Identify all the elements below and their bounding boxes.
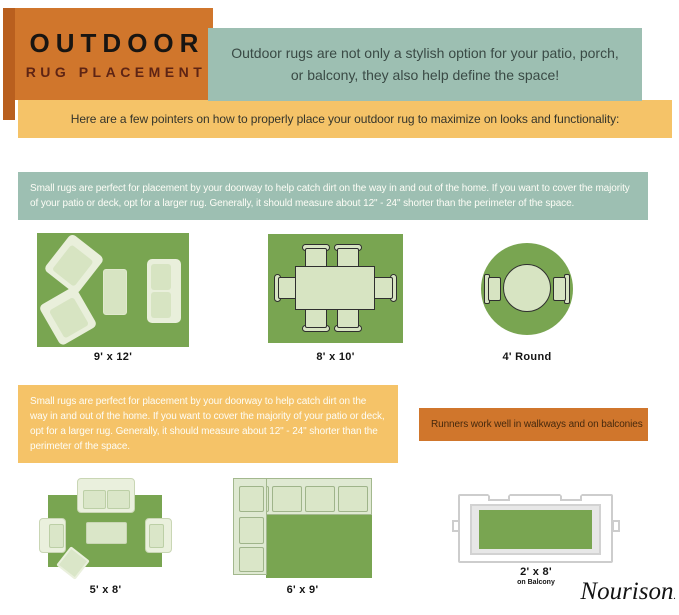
sofa-cushion [151, 264, 171, 290]
sectional-left-icon [233, 478, 267, 575]
chair-seat [337, 307, 359, 328]
tip-small-rugs-bottom [18, 385, 398, 463]
sectional-cushion [305, 486, 335, 512]
armchair-icon [39, 518, 66, 553]
sectional-cushion [338, 486, 368, 512]
loveseat-cushion [83, 490, 106, 509]
coffee-table-icon [86, 522, 127, 544]
sectional-cushion [239, 547, 264, 572]
rug-6x9 [266, 506, 372, 578]
rug-diagram-2x8-balcony [452, 494, 620, 564]
rug-label-5x8: 5' x 8' [89, 584, 122, 596]
brand-name: Nourison [580, 578, 674, 605]
chair-seat [305, 307, 327, 328]
tagline-text: Outdoor rugs are not only a stylish option for your patio, porch, or balcony, they also help define the space! [231, 44, 619, 83]
runner-note-box [419, 408, 648, 441]
bistro-chair-icon [484, 274, 502, 304]
balcony-notch [488, 494, 510, 501]
intro-banner [18, 100, 672, 138]
rug-diagram-4round [481, 243, 573, 335]
balcony-frame [458, 494, 613, 563]
sectional-cushion [272, 486, 302, 512]
rug-diagram-8x10 [268, 234, 403, 343]
chair-seat [488, 277, 501, 301]
rug-label-9x12: 9' x 12' [93, 351, 133, 363]
brand-logo [576, 578, 676, 606]
coffee-table-icon [103, 269, 127, 315]
armchair-icon [38, 286, 97, 347]
rug-label-4round: 4' Round [502, 351, 552, 363]
header-title-box [15, 8, 213, 100]
rug-label-8x10: 8' x 10' [316, 351, 355, 363]
sectional-cushion [239, 517, 264, 544]
runner-note-text: Runners work well in walkways and on balconies [431, 419, 643, 430]
rug-sublabel-on-balcony: on Balcony [517, 579, 555, 586]
bistro-chair-icon [552, 274, 570, 304]
rug-label-6x9: 6' x 9' [286, 584, 319, 596]
rug-diagram-9x12 [37, 233, 189, 347]
page-title: OUTDOOR [29, 28, 205, 58]
armchair-icon [43, 233, 104, 295]
rug-2x8 [479, 510, 592, 549]
rug-diagram-5x8 [39, 478, 172, 579]
page-subtitle: RUG PLACEMENT [25, 64, 207, 80]
rug-label-2x8: 2' x 8' [520, 566, 552, 578]
armchair-icon [145, 518, 172, 553]
loveseat-icon [77, 478, 135, 513]
balcony-notch [560, 494, 582, 501]
tip-small-rugs-top [18, 172, 648, 220]
chair-seat [553, 277, 566, 301]
armchair-cushion [49, 297, 89, 339]
round-table-icon [503, 264, 551, 312]
sofa-icon [147, 259, 181, 323]
armchair-cushion [149, 524, 164, 548]
armchair-cushion [52, 244, 94, 286]
tagline-box [208, 28, 642, 101]
brand-mark: . [673, 591, 676, 602]
tip-small-rugs-top-text: Small rugs are perfect for placement by your doorway to help catch dirt on the way in and out of the home. If you want to cover the majority of your patio or deck, opt for a larger rug. Generally, it should measure about 12" - 24" shorter than the perimeter of the space. [30, 183, 630, 209]
armchair-cushion [49, 524, 64, 548]
intro-text: Here are a few pointers on how to properly place your outdoor rug to maximize on looks and functionality: [70, 112, 620, 126]
balcony-rail-tab [612, 520, 620, 532]
chair-seat [372, 277, 393, 299]
dining-table-icon [295, 266, 375, 310]
loveseat-cushion [107, 490, 130, 509]
header-accent-strip [3, 8, 15, 120]
rug-diagram-6x9 [233, 478, 372, 578]
tip-small-rugs-bottom-text: Small rugs are perfect for placement by your doorway to help catch dirt on the way in and out of the home. If you want to cover the majority of your patio or deck, opt for a larger rug. Generally, it should measure about 12" - 24" shorter than the perimeter of the space. [30, 396, 385, 452]
sectional-cushion [239, 486, 264, 512]
sofa-cushion [151, 292, 171, 318]
